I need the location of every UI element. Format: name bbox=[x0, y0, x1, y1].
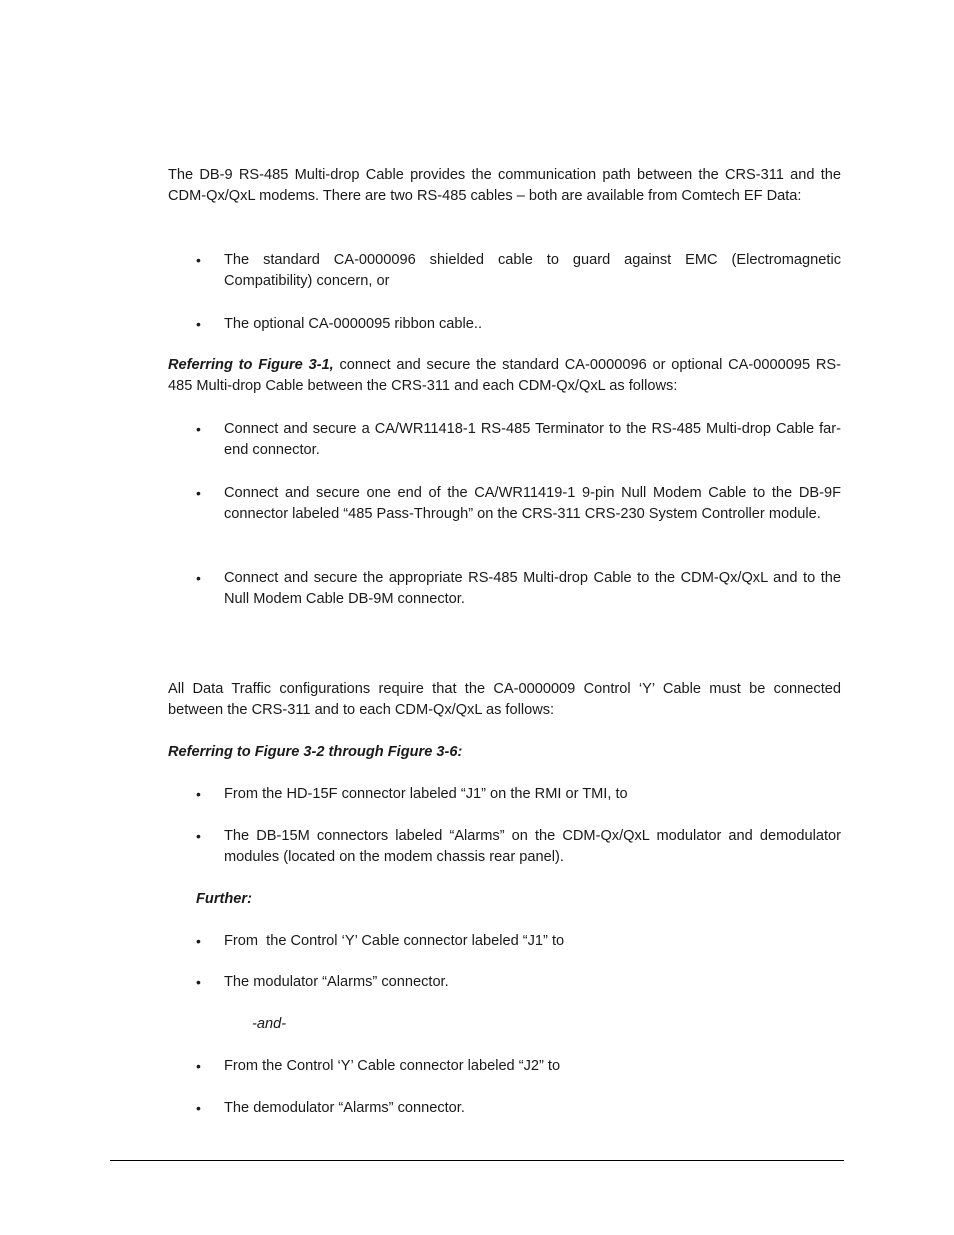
footer-rule bbox=[110, 1160, 844, 1161]
intro-text: The DB-9 RS-485 Multi-drop Cable provides the communication path between the CRS-311 and the CDM-Qx/QxL modems. There are two RS-485 cables – both are available from Comtech EF Data: bbox=[168, 167, 841, 204]
figure-range-reference bbox=[168, 742, 841, 763]
figure-reference-body: connect and secure the standard CA-0000096 or optional CA-0000095 RS-485 Multi-drop Cable between the CRS-311 and each CDM-Qx/QxL as follows: bbox=[168, 357, 841, 394]
bullet-icon: • bbox=[196, 316, 201, 332]
further-label-block bbox=[196, 889, 252, 910]
list-item-text: The optional CA-0000095 ribbon cable.. bbox=[224, 316, 482, 332]
intro-paragraph bbox=[168, 165, 841, 207]
list-item-text: Connect and secure a CA/WR11418-1 RS-485 Terminator to the RS-485 Multi-drop Cable far-end connector. bbox=[224, 421, 841, 458]
bullet-icon: • bbox=[196, 828, 201, 844]
list-item bbox=[196, 972, 841, 993]
bullet-icon: • bbox=[196, 252, 201, 268]
list-item-text: From the HD-15F connector labeled “J1” on the RMI or TMI, to bbox=[224, 786, 628, 802]
list-item-text: The standard CA-0000096 shielded cable to guard against EMC (Electromagnetic Compatibility) concern, or bbox=[224, 252, 841, 289]
list-item-text: The DB-15M connectors labeled “Alarms” on the CDM-Qx/QxL modulator and demodulator modules (located on the modem chassis rear panel). bbox=[224, 828, 841, 865]
figure-range-text: Referring to Figure 3-2 through Figure 3-6: bbox=[168, 744, 463, 760]
list-item bbox=[196, 931, 841, 952]
list-item bbox=[196, 250, 841, 292]
bullet-icon: • bbox=[196, 1058, 201, 1074]
list-item bbox=[196, 314, 841, 335]
bullet-icon: • bbox=[196, 570, 201, 586]
figure-reference-text bbox=[168, 355, 841, 397]
list-item bbox=[196, 784, 841, 805]
list-item bbox=[196, 1098, 841, 1119]
and-separator: -and- bbox=[252, 1016, 287, 1032]
figure-reference-paragraph bbox=[168, 355, 841, 397]
list-item-text: From the Control ‘Y’ Cable connector labeled “J1” to bbox=[224, 933, 565, 949]
list-item-text: Connect and secure one end of the CA/WR11419-1 9-pin Null Modem Cable to the DB-9F connector labeled “485 Pass-Through” on the CRS-311 CRS-230 System Controller module. bbox=[224, 485, 841, 522]
bullet-icon: • bbox=[196, 933, 201, 949]
and-separator-block bbox=[252, 1014, 286, 1035]
bullet-icon: • bbox=[196, 1100, 201, 1116]
list-item-text: The modulator “Alarms” connector. bbox=[224, 974, 449, 990]
list-item-text: From the Control ‘Y’ Cable connector labeled “J2” to bbox=[224, 1058, 561, 1074]
list-item-text: The demodulator “Alarms” connector. bbox=[224, 1100, 465, 1116]
figure-reference-lead: Referring to Figure 3-1, bbox=[168, 357, 334, 373]
bullet-icon: • bbox=[196, 974, 201, 990]
traffic-paragraph bbox=[168, 679, 841, 721]
list-item bbox=[196, 419, 841, 461]
list-item-text: Connect and secure the appropriate RS-485 Multi-drop Cable to the CDM-Qx/QxL and to the Null Modem Cable DB-9M connector. bbox=[224, 570, 841, 607]
list-item bbox=[196, 826, 841, 868]
list-item bbox=[196, 568, 841, 610]
list-item bbox=[196, 1056, 841, 1077]
bullet-icon: • bbox=[196, 786, 201, 802]
bullet-icon: • bbox=[196, 485, 201, 501]
list-item bbox=[196, 483, 841, 525]
further-label: Further: bbox=[196, 891, 252, 907]
bullet-icon: • bbox=[196, 421, 201, 437]
traffic-text: All Data Traffic configurations require that the CA-0000009 Control ‘Y’ Cable must be connected between the CRS-311 and to each CDM-Qx/QxL as follows: bbox=[168, 681, 841, 718]
